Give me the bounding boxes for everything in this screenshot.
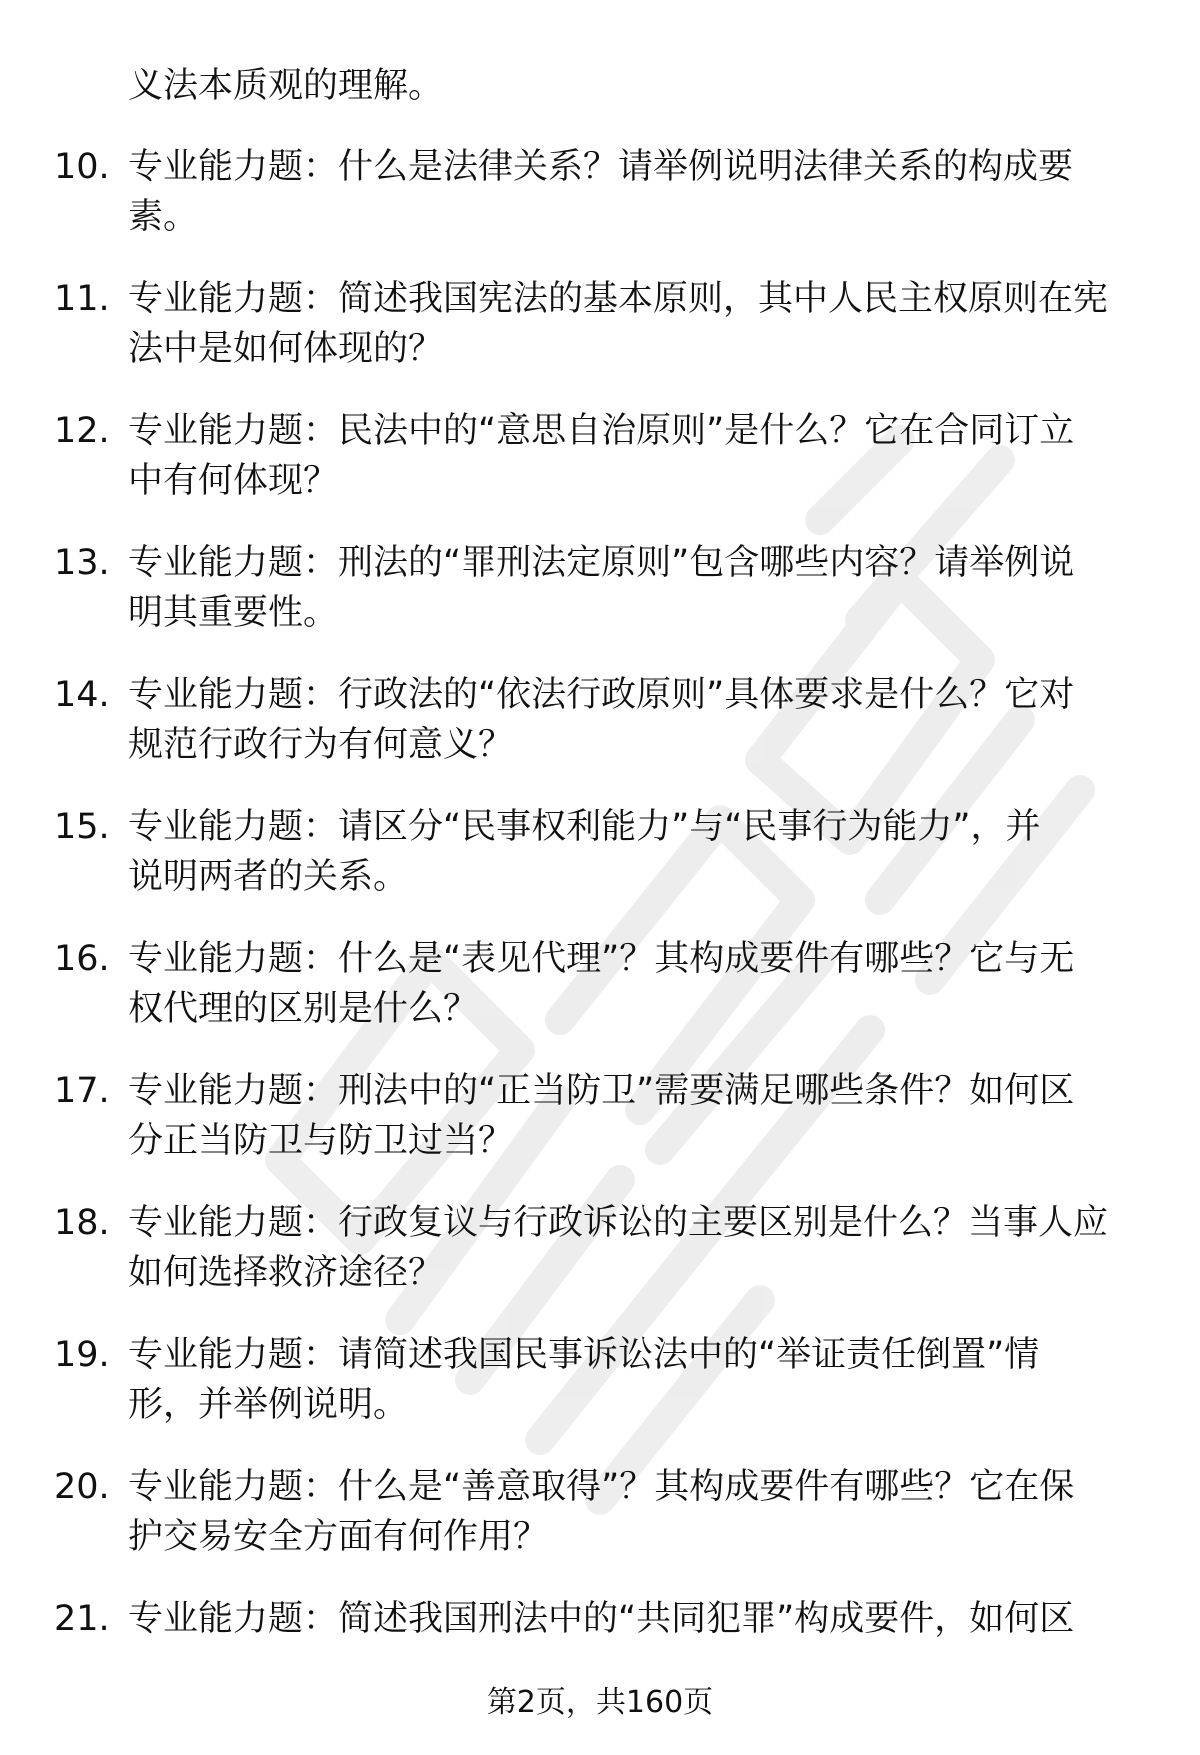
question-item xyxy=(0,274,1200,406)
question-number: 17. xyxy=(54,1071,110,1111)
question-text xyxy=(128,406,1148,506)
question-item xyxy=(0,1462,1200,1594)
question-item xyxy=(0,1198,1200,1330)
question-text xyxy=(128,1198,1148,1298)
question-number: 18. xyxy=(54,1203,110,1243)
question-line: 专业能力题：民法中的“意思自治原则”是什么？它在合同订立 xyxy=(128,411,1075,451)
question-number: 11. xyxy=(54,279,110,319)
question-number: 13. xyxy=(54,543,110,583)
question-line: 分正当防卫与防卫过当？ xyxy=(128,1121,514,1161)
question-line: 专业能力题：请区分“民事权利能力”与“民事行为能力”，并 xyxy=(128,807,1041,847)
question-item xyxy=(0,802,1200,934)
question-text xyxy=(128,142,1148,242)
question-line: 说明两者的关系。 xyxy=(128,857,409,897)
question-item xyxy=(0,934,1200,1066)
question-text xyxy=(128,1594,1148,1644)
question-line: 规范行政行为有何意义？ xyxy=(128,725,514,765)
question-line: 形，并举例说明。 xyxy=(128,1385,409,1425)
question-line: 专业能力题：刑法中的“正当防卫”需要满足哪些条件？如何区 xyxy=(128,1071,1075,1111)
question-text xyxy=(128,274,1148,374)
question-line: 明其重要性。 xyxy=(128,593,339,633)
question-number: 15. xyxy=(54,807,110,847)
question-item xyxy=(0,538,1200,670)
question-number: 20. xyxy=(54,1467,110,1507)
question-item xyxy=(0,1066,1200,1198)
question-line: 专业能力题：刑法的“罪刑法定原则”包含哪些内容？请举例说 xyxy=(128,543,1075,583)
question-line: 中有何体现？ xyxy=(128,461,339,501)
question-text xyxy=(128,802,1148,902)
question-line: 护交易安全方面有何作用？ xyxy=(128,1517,549,1557)
question-line: 专业能力题：简述我国刑法中的“共同犯罪”构成要件，如何区 xyxy=(128,1599,1075,1639)
question-line: 专业能力题：请简述我国民事诉讼法中的“举证责任倒置”情 xyxy=(128,1335,1040,1375)
question-item xyxy=(0,1330,1200,1462)
question-list xyxy=(0,142,1200,1726)
question-text xyxy=(128,1330,1148,1430)
question-text xyxy=(128,670,1148,770)
question-item xyxy=(0,142,1200,274)
question-line: 专业能力题：什么是法律关系？请举例说明法律关系的构成要 xyxy=(128,147,1074,187)
question-number: 21. xyxy=(54,1599,110,1639)
question-line: 专业能力题：行政复议与行政诉讼的主要区别是什么？当事人应 xyxy=(128,1203,1109,1243)
question-text xyxy=(128,1462,1148,1562)
question-line: 专业能力题：什么是“表见代理”？其构成要件有哪些？它与无 xyxy=(128,939,1075,979)
question-number: 12. xyxy=(54,411,110,451)
question-number: 19. xyxy=(54,1335,110,1375)
question-line: 素。 xyxy=(128,197,199,237)
question-item xyxy=(0,670,1200,802)
question-line: 专业能力题：什么是“善意取得”？其构成要件有哪些？它在保 xyxy=(128,1467,1075,1507)
question-text xyxy=(128,934,1148,1034)
question-line: 如何选择救济途径？ xyxy=(128,1253,444,1293)
continuation-text: 义法本质观的理解。 xyxy=(128,66,444,106)
question-line: 专业能力题：简述我国宪法的基本原则，其中人民主权原则在宪 xyxy=(128,279,1109,319)
question-line: 专业能力题：行政法的“依法行政原则”具体要求是什么？它对 xyxy=(128,675,1075,715)
question-text xyxy=(128,538,1148,638)
question-number: 16. xyxy=(54,939,110,979)
question-number: 10. xyxy=(54,147,110,187)
question-line: 法中是如何体现的？ xyxy=(128,329,444,369)
question-item xyxy=(0,406,1200,538)
question-line: 权代理的区别是什么？ xyxy=(128,989,479,1029)
question-text xyxy=(128,1066,1148,1166)
question-number: 14. xyxy=(54,675,110,715)
page-indicator: 第2页，共160页 xyxy=(486,1685,714,1720)
